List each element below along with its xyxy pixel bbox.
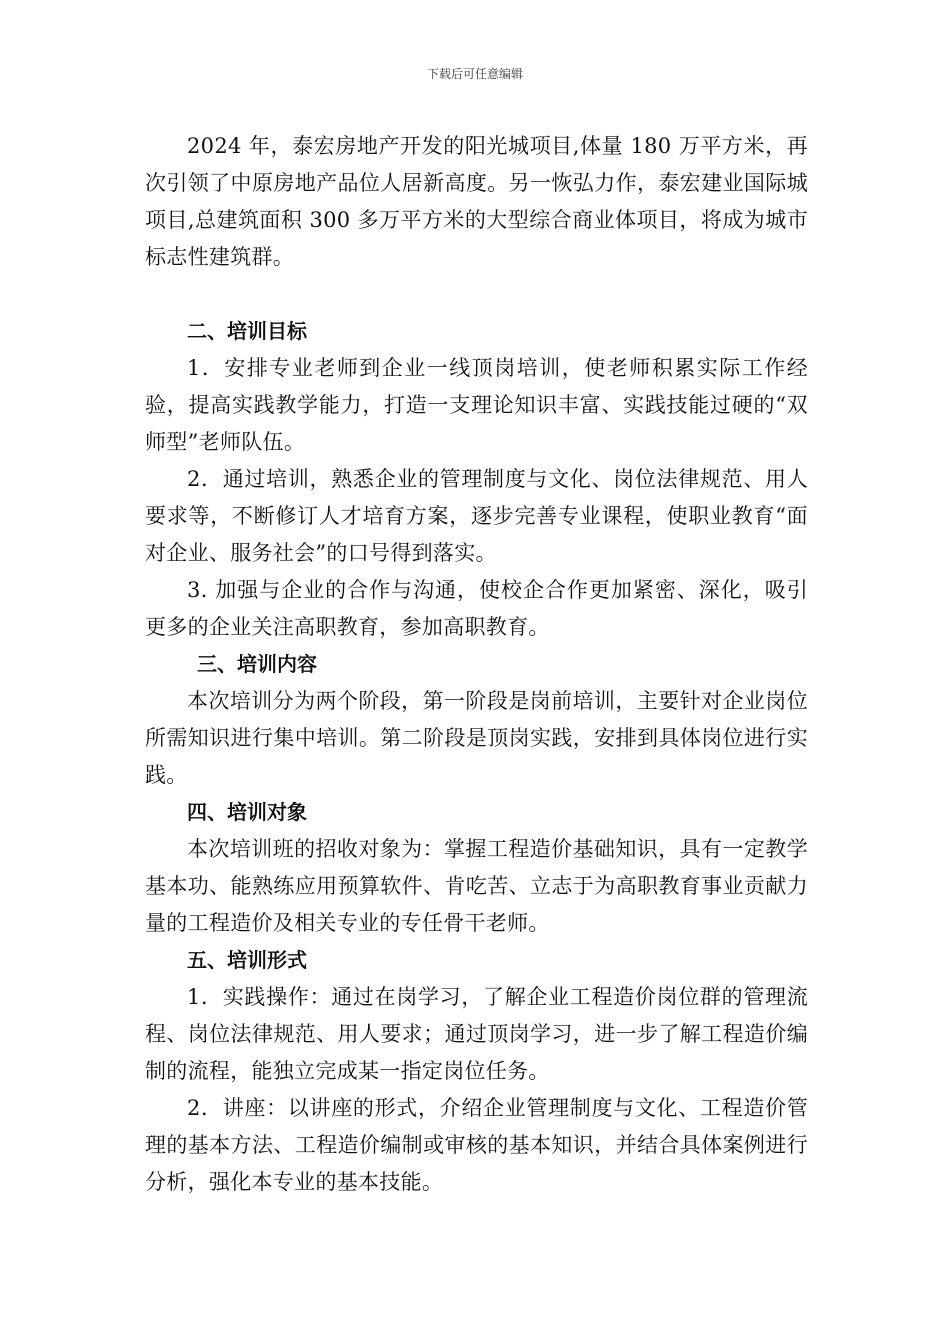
goal-item-3: 3. 加强与企业的合作与沟通，使校企合作更加紧密、深化，吸引更多的企业关注高职教育，参加高职教育。 [145, 578, 808, 639]
intro-paragraph: 2024 年，泰宏房地产开发的阳光城项目,体量 180 万平方米，再次引领了中原房地产品位人居新高度。另一恢弘力作，泰宏建业国际城项目,总建筑面积 300 多万平方米的大型综合商业体项目，将成为城市标志性建筑群。 [145, 134, 808, 269]
page-header: 下载后可任意编辑 [426, 67, 523, 81]
goal-item-1: 1．安排专业老师到企业一线顶岗培训，使老师积累实际工作经验，提高实践教学能力，打造一支理论知识丰富、实践技能过硬的“双师型”老师队伍。 [145, 356, 808, 454]
target-paragraph: 本次培训班的招收对象为：掌握工程造价基础知识，具有一定教学基本功、能熟练应用预算软件、肯吃苦、立志于为高职教育事业贡献力量的工程造价及相关专业的专任骨干老师。 [145, 837, 808, 935]
content-paragraph: 本次培训分为两个阶段，第一阶段是岗前培训，主要针对企业岗位所需知识进行集中培训。第二阶段是顶岗实践，安排到具体岗位进行实践。 [145, 689, 808, 787]
section-heading-target: 四、培训对象 [187, 800, 307, 824]
spacer [145, 276, 808, 313]
goal-item-2: 2．通过培训，熟悉企业的管理制度与文化、岗位法律规范、用人要求等，不断修订人才培育方案，逐步完善专业课程，使职业教育“面对企业、服务社会”的口号得到落实。 [145, 467, 808, 565]
section-heading-form: 五、培训形式 [187, 948, 307, 972]
section-heading-goals: 二、培训目标 [187, 319, 307, 343]
form-item-1: 1．实践操作：通过在岗学习，了解企业工程造价岗位群的管理流程、岗位法律规范、用人要求；通过顶岗学习，进一步了解工程造价编制的流程，能独立完成某一指定岗位任务。 [145, 985, 808, 1083]
form-item-2: 2．讲座：以讲座的形式，介绍企业管理制度与文化、工程造价管理的基本方法、工程造价编制或审核的基本知识，并结合具体案例进行分析，强化本专业的基本技能。 [145, 1096, 808, 1194]
section-heading-content: 三、培训内容 [197, 652, 317, 676]
document-body [145, 128, 808, 1201]
